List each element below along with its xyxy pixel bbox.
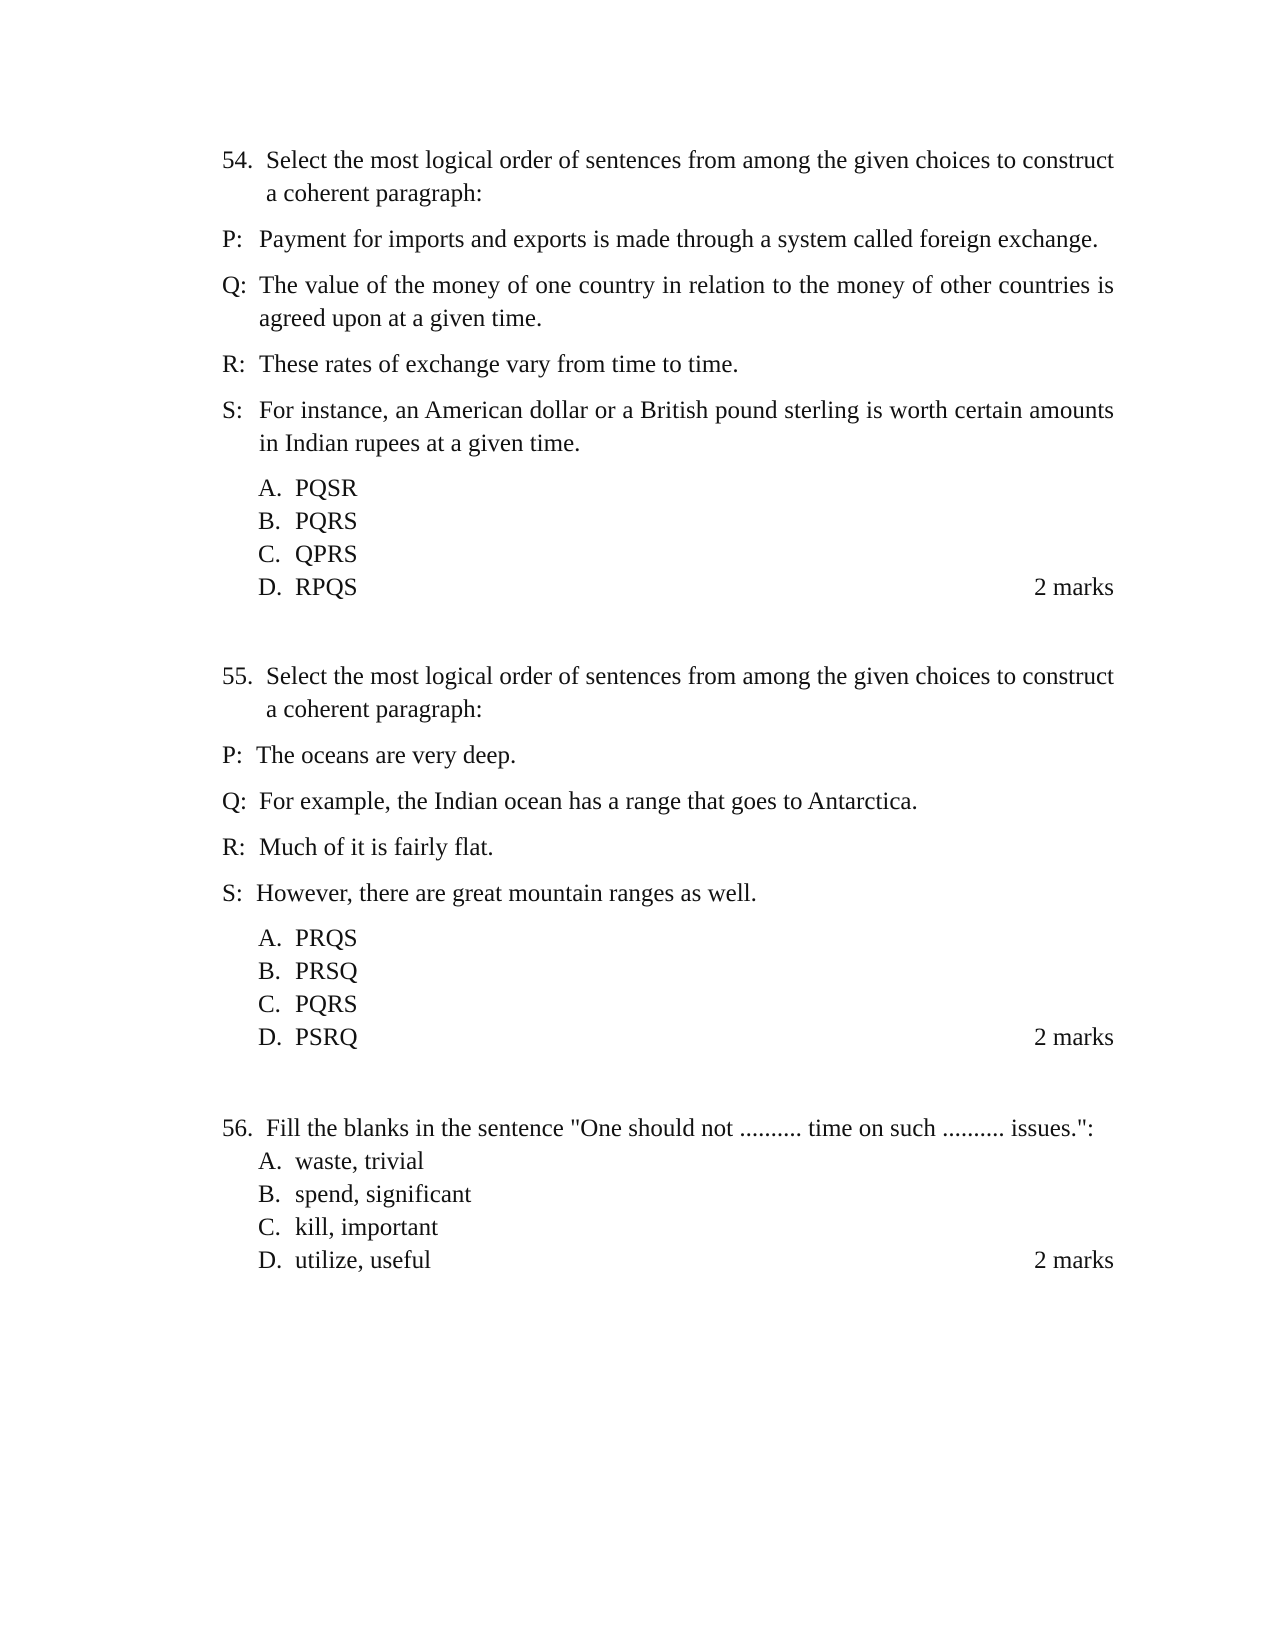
question-55	[222, 660, 1114, 1054]
option-d[interactable]	[258, 1244, 1114, 1277]
marks-label: 2 marks	[1034, 1024, 1114, 1051]
statement-s	[222, 877, 1114, 910]
question-number: 54.	[222, 147, 254, 174]
statement-key: R:	[222, 351, 246, 378]
statement-key: S:	[222, 397, 243, 424]
statement-key: P:	[222, 226, 243, 253]
statement-r	[222, 831, 1114, 864]
option-text: utilize, useful	[295, 1247, 432, 1274]
option-b[interactable]	[258, 1178, 1114, 1211]
statement-text: For instance, an American dollar or a British pound sterling is worth certain amounts in Indian rupees at a given time.	[259, 397, 1114, 457]
option-text: QPRS	[295, 541, 358, 568]
marks-label: 2 marks	[1034, 1247, 1114, 1274]
statement-text: However, there are great mountain ranges as well.	[256, 880, 757, 907]
answer-options	[258, 1145, 1114, 1277]
question-text: Select the most logical order of sentences from among the given choices to construct a coherent paragraph:	[266, 663, 1114, 723]
statement-text: The value of the money of one country in relation to the money of other countries is agreed upon at a given time.	[259, 272, 1114, 332]
option-key: D.	[258, 1247, 283, 1274]
option-text: PSRQ	[295, 1024, 358, 1051]
statement-text: For example, the Indian ocean has a range that goes to Antarctica.	[259, 788, 918, 815]
question-number: 55.	[222, 663, 254, 690]
option-b[interactable]	[258, 505, 1114, 538]
statement-p	[222, 739, 1114, 772]
option-text: RPQS	[295, 574, 358, 601]
option-key: C.	[258, 991, 281, 1018]
option-a[interactable]	[258, 922, 1114, 955]
option-key: B.	[258, 958, 281, 985]
question-56	[222, 1112, 1114, 1277]
option-key: A.	[258, 1148, 283, 1175]
statement-text: The oceans are very deep.	[256, 742, 517, 769]
question-54	[222, 144, 1114, 604]
option-key: C.	[258, 1214, 281, 1241]
option-a[interactable]	[258, 472, 1114, 505]
option-b[interactable]	[258, 955, 1114, 988]
statement-q	[222, 785, 1114, 818]
option-d[interactable]	[258, 1021, 1114, 1054]
answer-options	[258, 922, 1114, 1054]
statement-s	[222, 394, 1114, 460]
statement-key: P:	[222, 742, 243, 769]
option-key: B.	[258, 508, 281, 535]
option-key: D.	[258, 574, 283, 601]
option-text: kill, important	[295, 1214, 439, 1241]
option-key: A.	[258, 475, 283, 502]
option-key: C.	[258, 541, 281, 568]
statement-p	[222, 223, 1114, 256]
question-text: Fill the blanks in the sentence "One should not .......... time on such .......... issues.":	[266, 1115, 1094, 1142]
option-text: PRSQ	[295, 958, 358, 985]
question-stem	[222, 660, 1114, 726]
option-text: waste, trivial	[295, 1148, 425, 1175]
statement-key: Q:	[222, 788, 247, 815]
statement-key: R:	[222, 834, 246, 861]
answer-options	[258, 472, 1114, 604]
option-key: A.	[258, 925, 283, 952]
marks-label: 2 marks	[1034, 574, 1114, 601]
question-number: 56.	[222, 1115, 254, 1142]
statement-text: Payment for imports and exports is made through a system called foreign exchange.	[259, 226, 1099, 253]
option-text: spend, significant	[295, 1181, 472, 1208]
question-stem	[222, 144, 1114, 210]
statement-text: Much of it is fairly flat.	[259, 834, 494, 861]
option-text: PRQS	[295, 925, 358, 952]
option-d[interactable]	[258, 571, 1114, 604]
statement-q	[222, 269, 1114, 335]
statement-key: Q:	[222, 272, 247, 299]
option-c[interactable]	[258, 1211, 1114, 1244]
option-key: B.	[258, 1181, 281, 1208]
option-a[interactable]	[258, 1145, 1114, 1178]
statement-r	[222, 348, 1114, 381]
option-text: PQRS	[295, 991, 358, 1018]
option-text: PQSR	[295, 475, 358, 502]
option-c[interactable]	[258, 988, 1114, 1021]
option-text: PQRS	[295, 508, 358, 535]
question-text: Select the most logical order of sentences from among the given choices to construct a coherent paragraph:	[266, 147, 1114, 207]
statement-key: S:	[222, 880, 243, 907]
option-c[interactable]	[258, 538, 1114, 571]
question-stem	[222, 1112, 1114, 1145]
statement-text: These rates of exchange vary from time to time.	[259, 351, 739, 378]
option-key: D.	[258, 1024, 283, 1051]
